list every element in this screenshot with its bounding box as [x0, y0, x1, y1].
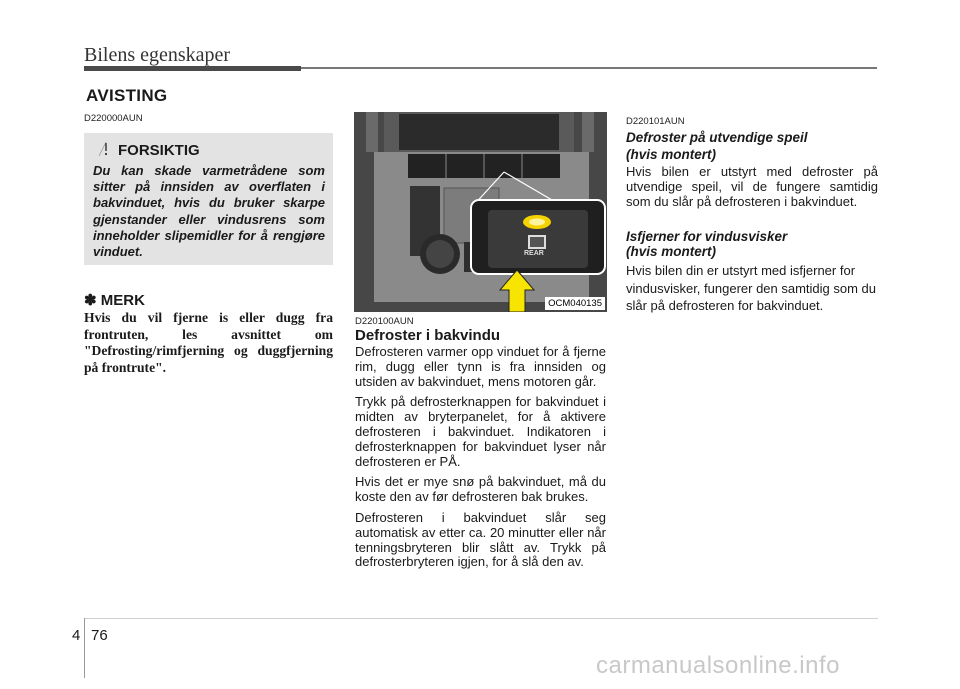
mirror-defroster-heading-line2: (hvis montert) [626, 146, 717, 162]
defroster-figure [354, 112, 607, 312]
rear-defroster-body [355, 345, 606, 576]
caution-title: FORSIKTIG [118, 142, 200, 159]
figure-label: OCM040135 [545, 297, 605, 310]
rear-defroster-heading: Defroster i bakvindu [355, 327, 501, 344]
chapter-number: 4 [72, 627, 81, 644]
section-code: D220000AUN [84, 113, 143, 124]
mirror-defroster-section [626, 130, 878, 209]
rear-defroster-code: D220100AUN [355, 316, 414, 327]
mirror-defroster-code: D220101AUN [626, 116, 685, 127]
footer-divider [84, 618, 85, 678]
watermark: carmanualsonline.info [596, 652, 840, 679]
rear-defroster-paragraph: Trykk på defrosterknappen for bakvinduet i midten av bryterpanelet, for å aktivere defrosteren i bakvinduet. Indikatoren i defrosterknappen for bakvinduet lyser når defrosteren er PÅ. [355, 394, 606, 469]
wiper-deicer-heading-line1: Isfjerner for vindusvisker [626, 229, 788, 244]
note-heading: ✽ MERK [84, 292, 145, 309]
wiper-deicer-section [626, 229, 878, 315]
rear-defroster-paragraph: Defrosteren varmer opp vinduet for å fjerne rim, dugg eller tynn is fra innsiden og utsiden av bakvinduet, mens motoren går. [355, 344, 606, 389]
rear-button-label: REAR [524, 250, 544, 257]
header-rule-dark [84, 66, 301, 71]
caution-text: Du kan skade varmetrådene som sitter på innsiden av overflaten i bakvinduet, hvis du bruker skarpe gjenstander eller vindusrens som inneholder slipemidler for å rengjøre vinduet. [93, 163, 325, 260]
mirror-defroster-heading-line1: Defroster på utvendige speil [626, 130, 808, 145]
wiper-deicer-text: Hvis bilen din er utstyrt med isfjerner for vindusvisker, fungerer den samtidig som du slår på defrosteren for bakvinduet. [626, 263, 877, 313]
page-header-title: Bilens egenskaper [84, 44, 231, 66]
rear-defroster-paragraph: Hvis det er mye snø på bakvinduet, må du koste den av før defrosteren bak brukes. [355, 474, 606, 505]
header-rule-light [301, 67, 877, 69]
mirror-defroster-text: Hvis bilen er utstyrt med defroster på utvendige speil, vil de fungere samtidig som du slår på defrosteren i bakvinduet. [626, 164, 878, 209]
warning-icon [98, 141, 114, 162]
footer-rule [84, 618, 878, 619]
page-number: 76 [91, 627, 108, 644]
wiper-deicer-heading-line2: (hvis montert) [626, 243, 717, 259]
note-text: Hvis du vil fjerne is eller dugg fra frontruten, les avsnittet om "Defrosting/rimfjerning og duggfjerning på frontrute". [84, 310, 333, 375]
section-heading: AVISTING [86, 86, 168, 105]
rear-defroster-paragraph: Defrosteren i bakvinduet slår seg automatisk av etter ca. 20 minutter eller når tenningsbryteren blir slått av. Trykk på defrosterbryteren igjen, for å slå den av. [355, 509, 606, 570]
